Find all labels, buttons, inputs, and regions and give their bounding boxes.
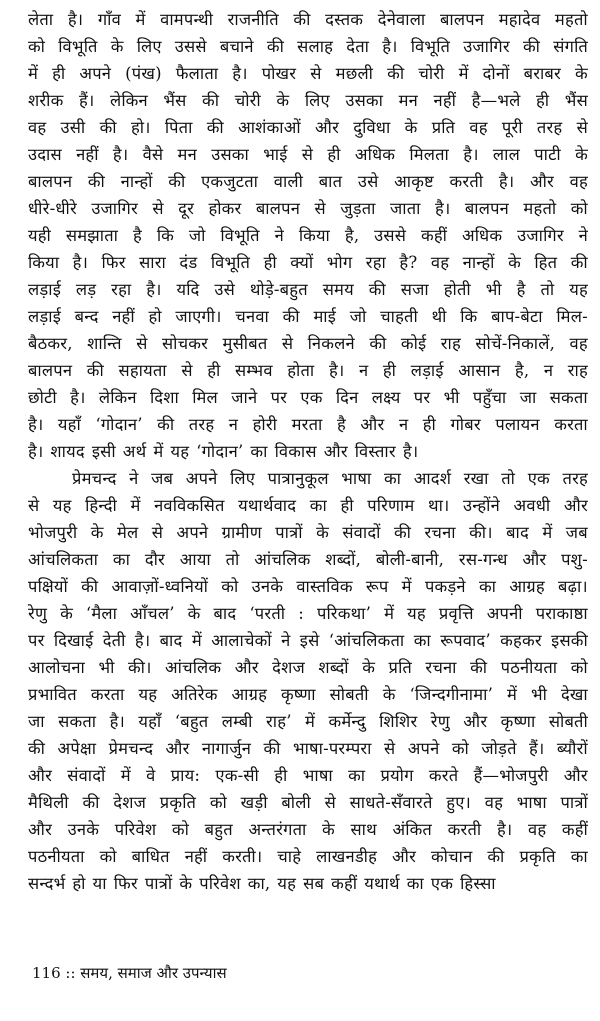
text-line: रेणु के ‘मैला आँचल’ के बाद ‘परती : परिकथा’ में यह प्रवृत्ति अपनी पराकाष्ठा bbox=[28, 604, 588, 623]
text-line: लड़ाई लड़ रहा है। यदि उसे थोड़े-बहुत समय की सजा होती भी है तो यह bbox=[28, 280, 588, 299]
text-line: लड़ाई बन्द नहीं हो जाएगी। चनवा की माई जो चाहती थी कि बाप-बेटा मिल- bbox=[28, 307, 588, 326]
body-text bbox=[28, 6, 588, 897]
text-line: प्रेमचन्द ने जब अपने लिए पात्रानुकूल भाषा का आदर्श रखा तो एक तरह bbox=[72, 469, 588, 488]
text-line: छोटी है। लेकिन दिशा मिल जाने पर एक दिन लक्ष्य पर भी पहुँचा जा सकता bbox=[28, 388, 588, 407]
text-line: है। यहाँ ‘गोदान’ की तरह न होरी मरता है और न ही गोबर पलायन करता bbox=[28, 415, 588, 434]
text-line: और संवादों में वे प्राय: एक-सी ही भाषा का प्रयोग करते हैं—भोजपुरी और bbox=[28, 766, 588, 785]
text-line: प्रभावित करता यह अतिरेक आग्रह कृष्णा सोबती के ‘जिन्दगीनामा’ में भी देखा bbox=[28, 685, 588, 704]
text-line: है। शायद इसी अर्थ में यह ‘गोदान’ का विकास और विस्तार है। bbox=[28, 442, 419, 461]
text-line: बालपन की नान्हों की एकजुटता वाली बात उसे आकृष्ट करती है। और वह bbox=[28, 172, 588, 191]
text-line: बैठकर, शान्ति से सोचकर मुसीबत से निकलने की कोई राह सोचें-निकालें, वह bbox=[28, 334, 588, 353]
text-line: से यह हिन्दी में नवविकसित यथार्थवाद का ही परिणाम था। उन्होंने अवधी और bbox=[28, 496, 588, 515]
text-line: यही समझाता है कि जो विभूति ने किया है, उससे कहीं अधिक उजागिर ने bbox=[28, 226, 588, 245]
text-line: पर दिखाई देती है। बाद में आलाचेकों ने इसे ‘आंचलिकता का रूपवाद’ कहकर इसकी bbox=[28, 631, 588, 650]
text-line: आलोचना भी की। आंचलिक और देशज शब्दों के प्रति रचना की पठनीयता को bbox=[28, 658, 588, 677]
text-line: और उनके परिवेश को बहुत अन्तरंगता के साथ अंकित करती है। वह कहीं bbox=[28, 820, 588, 839]
text-line: जा सकता है। यहाँ ‘बहुत लम्बी राह’ में कर्मेन्दु शिशिर रेणु और कृष्णा सोबती bbox=[28, 712, 588, 731]
text-line: किया है। फिर सारा दंड विभूति ही क्यों भोग रहा है? वह नान्हों के हित की bbox=[28, 253, 588, 272]
page-footer: 116 :: समय, समाज और उपन्यास bbox=[32, 964, 227, 982]
text-line: शरीक हैं। लेकिन भैंस की चोरी के लिए उसका मन नहीं है—भले ही भैंस bbox=[28, 91, 588, 110]
text-line: पक्षियों की आवाज़ों-ध्वनियों को उनके वास्तविक रूप में पकड़ने का आग्रह बढ़ा। bbox=[28, 577, 588, 596]
text-line: आंचलिकता का दौर आया तो आंचलिक शब्दों, बोली-बानी, रस-गन्ध और पशु- bbox=[28, 550, 588, 569]
text-line: वह उसी की हो। पिता की आशंकाओं और दुविधा के प्रति वह पूरी तरह से bbox=[28, 118, 588, 137]
text-line: मैथिली की देशज प्रकृति को खड़ी बोली से साधते-सँवारते हुए। वह भाषा पात्रों bbox=[28, 793, 588, 812]
text-line: में ही अपने (पंख) फैलाता है। पोखर से मछली की चोरी में दोनों बराबर के bbox=[28, 64, 588, 83]
text-line: उदास नहीं है। वैसे मन उसका भाई से ही अधिक मिलता है। लाल पाटी के bbox=[28, 145, 588, 164]
text-line: बालपन की सहायता से ही सम्भव होता है। न ही लड़ाई आसान है, न राह bbox=[28, 361, 588, 380]
text-line: लेता है। गाँव में वामपन्थी राजनीति की दस्तक देनेवाला बालपन महादेव महतो bbox=[28, 10, 588, 29]
text-line: की अपेक्षा प्रेमचन्द और नागार्जुन की भाषा-परम्परा से अपने को जोड़ते हैं। ब्यौरों bbox=[28, 739, 588, 758]
text-line: को विभूति के लिए उससे बचाने की सलाह देता है। विभूति उजागिर की संगति bbox=[28, 37, 588, 56]
text-line: सन्दर्भ हो या फिर पात्रों के परिवेश का, यह सब कहीं यथार्थ का एक हिस्सा bbox=[28, 874, 496, 893]
text-line: पठनीयता को बाधित नहीं करती। चाहे लाखनडीह और कोचान की प्रकृति का bbox=[28, 847, 588, 866]
text-line: धीरे-धीरे उजागिर से दूर होकर बालपन से जुड़ता जाता है। बालपन महतो को bbox=[28, 199, 588, 218]
text-line: भोजपुरी के मेल से अपने ग्रामीण पात्रों के संवादों की रचना की। बाद में जब bbox=[28, 523, 588, 542]
